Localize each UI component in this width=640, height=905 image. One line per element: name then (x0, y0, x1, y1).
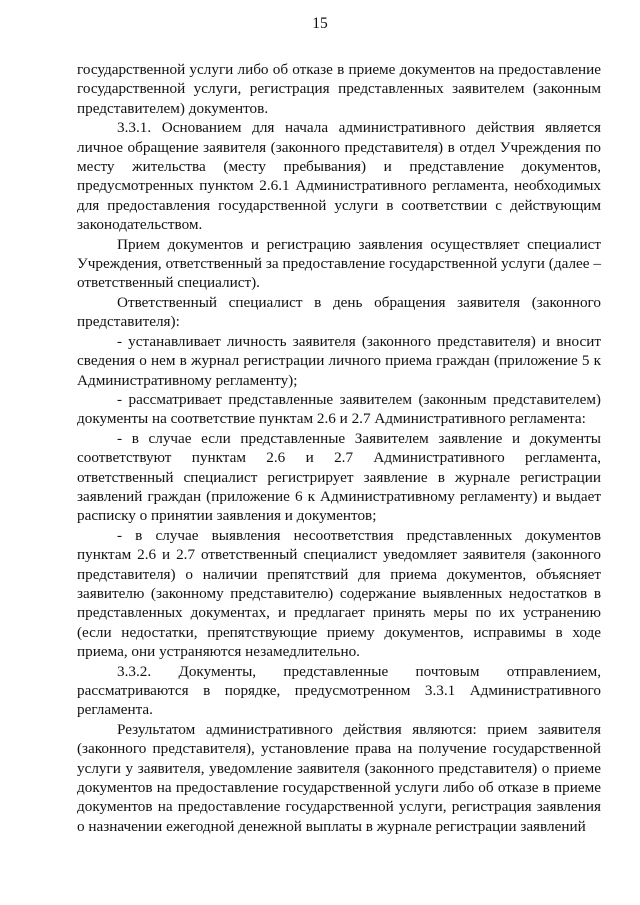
paragraph: 3.3.2. Документы, представленные почтовым отправлением, рассматриваются в порядке, предусмотренном 3.3.1 Административного регламента. (77, 662, 601, 719)
paragraph: - в случае выявления несоответствия представленных документов пунктам 2.6 и 2.7 ответственный специалист уведомляет заявителя (законного представителя) о наличии препятствий для приема документов, объясняет заявителю (законному представителю) содержание выявленных недостатков в представленных документах, и предлагает принять меры по их устранению (если недостатки, препятствующие приему документов, исправимы в ходе приема, они устраняются незамедлительно. (77, 526, 601, 661)
page-number: 15 (312, 15, 328, 32)
paragraph: Результатом административного действия являются: прием заявителя (законного представителя), установление права на получение государственной услуги у заявителя, уведомление заявителя (законного представителя) о приеме документов на предоставление государственной услуги либо об отказе в приеме документов на предоставление государственной услуги, регистрация заявления о назначении ежегодной денежной выплаты в журнале регистрации заявлений (77, 720, 601, 835)
paragraph: Ответственный специалист в день обращения заявителя (законного представителя): (77, 293, 601, 331)
paragraph: - в случае если представленные Заявителем заявление и документы соответствуют пунктам 2.6 и 2.7 Административного регламента, ответственный специалист регистрирует заявление в журнале регистрации заявлений граждан (приложение 6 к Административному регламенту) и выдает расписку о принятии заявления и документов; (77, 429, 601, 525)
paragraph: 3.3.1. Основанием для начала административного действия является личное обращение заявителя (законного представителя) в отдел Учреждения по месту жительства (месту пребывания) и представление документов, предусмотренных пунктом 2.6.1 Административного регламента, необходимых для предоставления государственной услуги в соответствии с действующим законодательством. (77, 119, 601, 234)
paragraph: - устанавливает личность заявителя (законного представителя) и вносит сведения о нем в журнал регистрации личного приема граждан (приложение 5 к Административному регламенту); (77, 332, 601, 389)
paragraph: - рассматривает представленные заявителем (законным представителем) документы на соответствие пунктам 2.6 и 2.7 Административного регламента: (77, 390, 601, 428)
paragraph: государственной услуги либо об отказе в приеме документов на предоставление государственной услуги, регистрация представленных заявителем (законным представителем) документов. (77, 61, 601, 117)
paragraph: Прием документов и регистрацию заявления осуществляет специалист Учреждения, ответственный за предоставление государственной услуги (далее – ответственный специалист). (77, 235, 601, 292)
document-body (77, 60, 601, 836)
